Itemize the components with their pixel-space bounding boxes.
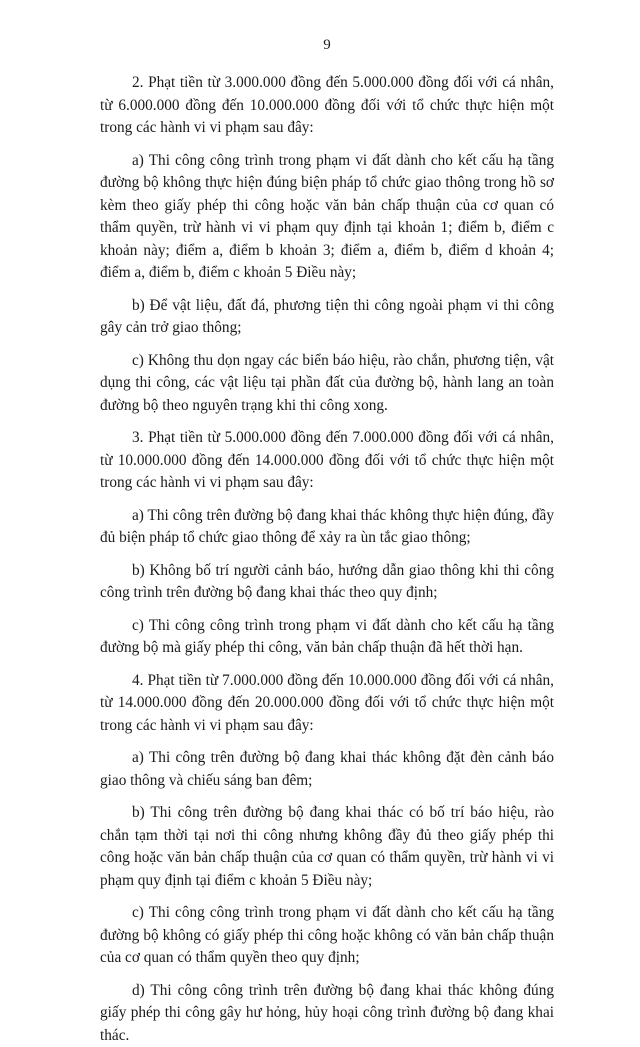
paragraph-clause-3b: b) Không bố trí người cảnh báo, hướng dẫn giao thông khi thi công công trình trên đường bộ đang khai thác theo quy định;	[100, 560, 554, 605]
page-number: 9	[100, 35, 554, 55]
paragraph-clause-4d: d) Thi công công trình trên đường bộ đang khai thác không đúng giấy phép thi công gây hư hỏng, hủy hoại công trình đường bộ đang khai thác.	[100, 980, 554, 1047]
paragraph-clause-2: 2. Phạt tiền từ 3.000.000 đồng đến 5.000.000 đồng đối với cá nhân, từ 6.000.000 đồng đến 10.000.000 đồng đối với tổ chức thực hiện một trong các hành vi vi phạm sau đây:	[100, 72, 554, 140]
paragraph-clause-3: 3. Phạt tiền từ 5.000.000 đồng đến 7.000.000 đồng đối với cá nhân, từ 10.000.000 đồng đến 14.000.000 đồng đối với tổ chức thực hiện một trong các hành vi vi phạm sau đây:	[100, 427, 554, 495]
paragraph-clause-2b: b) Để vật liệu, đất đá, phương tiện thi công ngoài phạm vi thi công gây cản trở giao thông;	[100, 295, 554, 340]
paragraph-clause-4b: b) Thi công trên đường bộ đang khai thác có bố trí báo hiệu, rào chắn tạm thời tại nơi thi công nhưng không đầy đủ theo giấy phép thi công hoặc văn bản chấp thuận của cơ quan có thẩm quyền, trừ hành vi vi phạm quy định tại điểm c khoản 5 Điều này;	[100, 802, 554, 892]
paragraph-clause-3a: a) Thi công trên đường bộ đang khai thác không thực hiện đúng, đầy đủ biện pháp tổ chức giao thông để xảy ra ùn tắc giao thông;	[100, 505, 554, 550]
paragraph-clause-3c: c) Thi công công trình trong phạm vi đất dành cho kết cấu hạ tầng đường bộ mà giấy phép thi công, văn bản chấp thuận đã hết thời hạn.	[100, 615, 554, 660]
paragraph-clause-2a: a) Thi công công trình trong phạm vi đất dành cho kết cấu hạ tầng đường bộ không thực hiện đúng biện pháp tổ chức giao thông trong hồ sơ kèm theo giấy phép thi công hoặc văn bản chấp thuận của cơ quan có thẩm quyền, trừ hành vi vi phạm quy định tại khoản 1; điểm b, điểm c khoản này; điểm a, điểm b khoản 3; điểm a, điểm b, điểm d khoản 4; điểm a, điểm b, điểm c khoản 5 Điều này;	[100, 150, 554, 285]
paragraph-clause-4a: a) Thi công trên đường bộ đang khai thác không đặt đèn cảnh báo giao thông và chiếu sáng ban đêm;	[100, 747, 554, 792]
paragraph-clause-2c: c) Không thu dọn ngay các biển báo hiệu, rào chắn, phương tiện, vật dụng thi công, các vật liệu tại phần đất của đường bộ, hành lang an toàn đường bộ theo nguyên trạng khi thi công xong.	[100, 350, 554, 418]
paragraph-clause-4c: c) Thi công công trình trong phạm vi đất dành cho kết cấu hạ tầng đường bộ không có giấy phép thi công hoặc không có văn bản chấp thuận của cơ quan có thẩm quyền theo quy định;	[100, 902, 554, 970]
paragraph-clause-4: 4. Phạt tiền từ 7.000.000 đồng đến 10.000.000 đồng đối với cá nhân, từ 14.000.000 đồng đến 20.000.000 đồng đối với tổ chức thực hiện một trong các hành vi vi phạm sau đây:	[100, 670, 554, 738]
